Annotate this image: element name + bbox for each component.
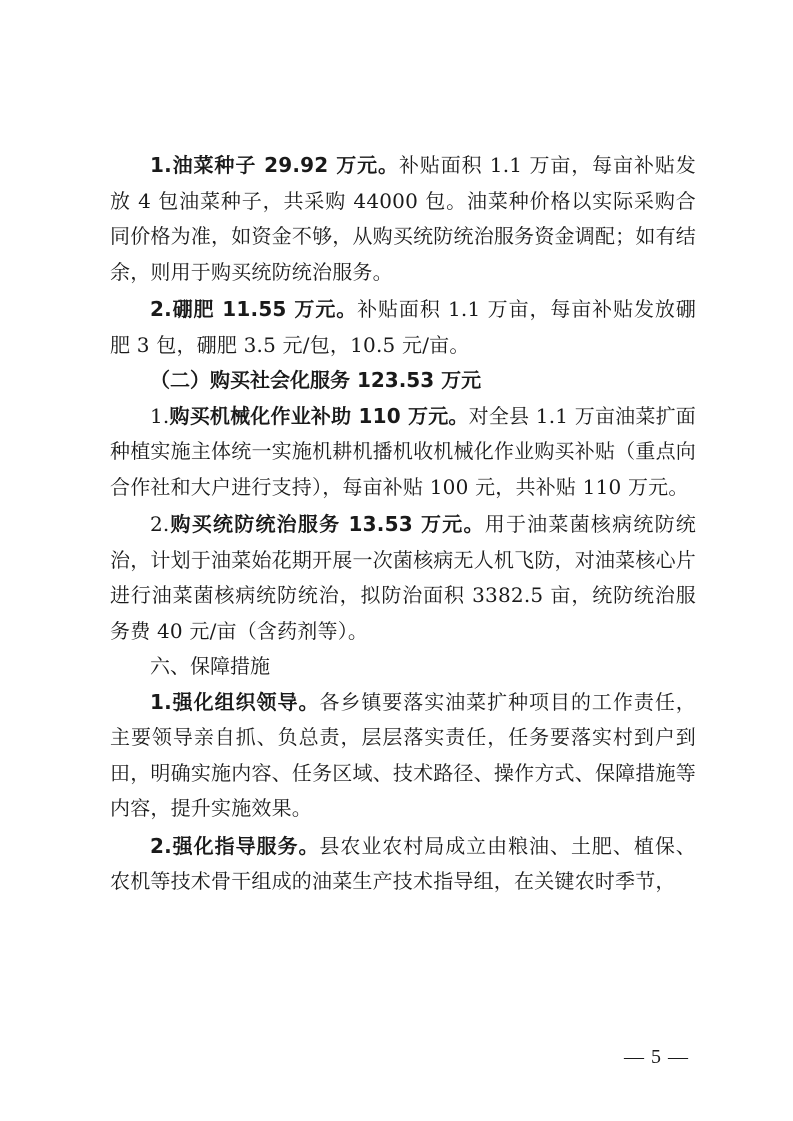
paragraph-text: 各乡镇要落实油菜扩种项目的工作责任，主要领导亲自抓、负总责，层层落实责任，任务要落实村到户到田，明确实施内容、任务区域、技术路径、操作方式、保障措施等内容，提升实施效果。 <box>110 689 696 820</box>
paragraph-lead: 购买统防统治服务 13.53 万元。 <box>169 512 485 536</box>
paragraph-organization-leadership <box>110 685 696 827</box>
paragraph-prefix: 2. <box>150 512 170 536</box>
paragraph-lead: 购买机械化作业补助 110 万元。 <box>169 403 469 428</box>
paragraph-lead: 1.油菜种子 29.92 万元。 <box>150 153 399 177</box>
page-number: — 5 — <box>624 1046 689 1068</box>
paragraph-prefix: 1. <box>150 403 170 428</box>
paragraph-lead: 1.强化组织领导。 <box>150 689 320 714</box>
paragraph-boron-fertilizer <box>110 292 696 363</box>
paragraph-mechanization-subsidy <box>110 399 696 506</box>
paragraph-rapeseed-seeds <box>110 148 696 290</box>
document-body <box>110 148 696 900</box>
paragraph-text: 补贴面积 1.1 万亩，每亩补贴发放硼肥 3 包，硼肥 3.5 元/包，10.5 元/亩。 <box>110 297 696 357</box>
section-heading-safeguards: 六、保障措施 <box>150 654 270 678</box>
paragraph-text: 补贴面积 1.1 万亩，每亩补贴发放 4 包油菜种子，共采购 44000 包。油菜种价格以实际采购合同价格为准，如资金不够，从购买统防统治服务资金调配；如有结余，则用于购买统防统治服务。 <box>110 153 696 284</box>
paragraph-guidance-services <box>110 829 696 900</box>
section-heading-social-services: （二）购买社会化服务 123.53 万元 <box>150 368 482 392</box>
paragraph-text: 用于油菜菌核病统防统治，计划于油菜始花期开展一次菌核病无人机飞防，对油菜核心片进行油菜菌核病统防统治，拟防治面积 3382.5 亩，统防统治服务费 40 元/亩（含药剂等）。 <box>110 512 696 643</box>
paragraph-unified-prevention <box>110 507 696 649</box>
paragraph-lead: 2.硼肥 11.55 万元。 <box>150 297 358 321</box>
paragraph-text: 对全县 1.1 万亩油菜扩面种植实施主体统一实施机耕机播机收机械化作业购买补贴（重点向合作社和大户进行支持），每亩补贴 100 元，共补贴 110 万元。 <box>110 403 696 499</box>
paragraph-text: 县农业农村局成立由粮油、土肥、植保、农机等技术骨干组成的油菜生产技术指导组，在关键农时季节， <box>110 833 696 893</box>
paragraph-lead: 2.强化指导服务。 <box>150 833 320 858</box>
